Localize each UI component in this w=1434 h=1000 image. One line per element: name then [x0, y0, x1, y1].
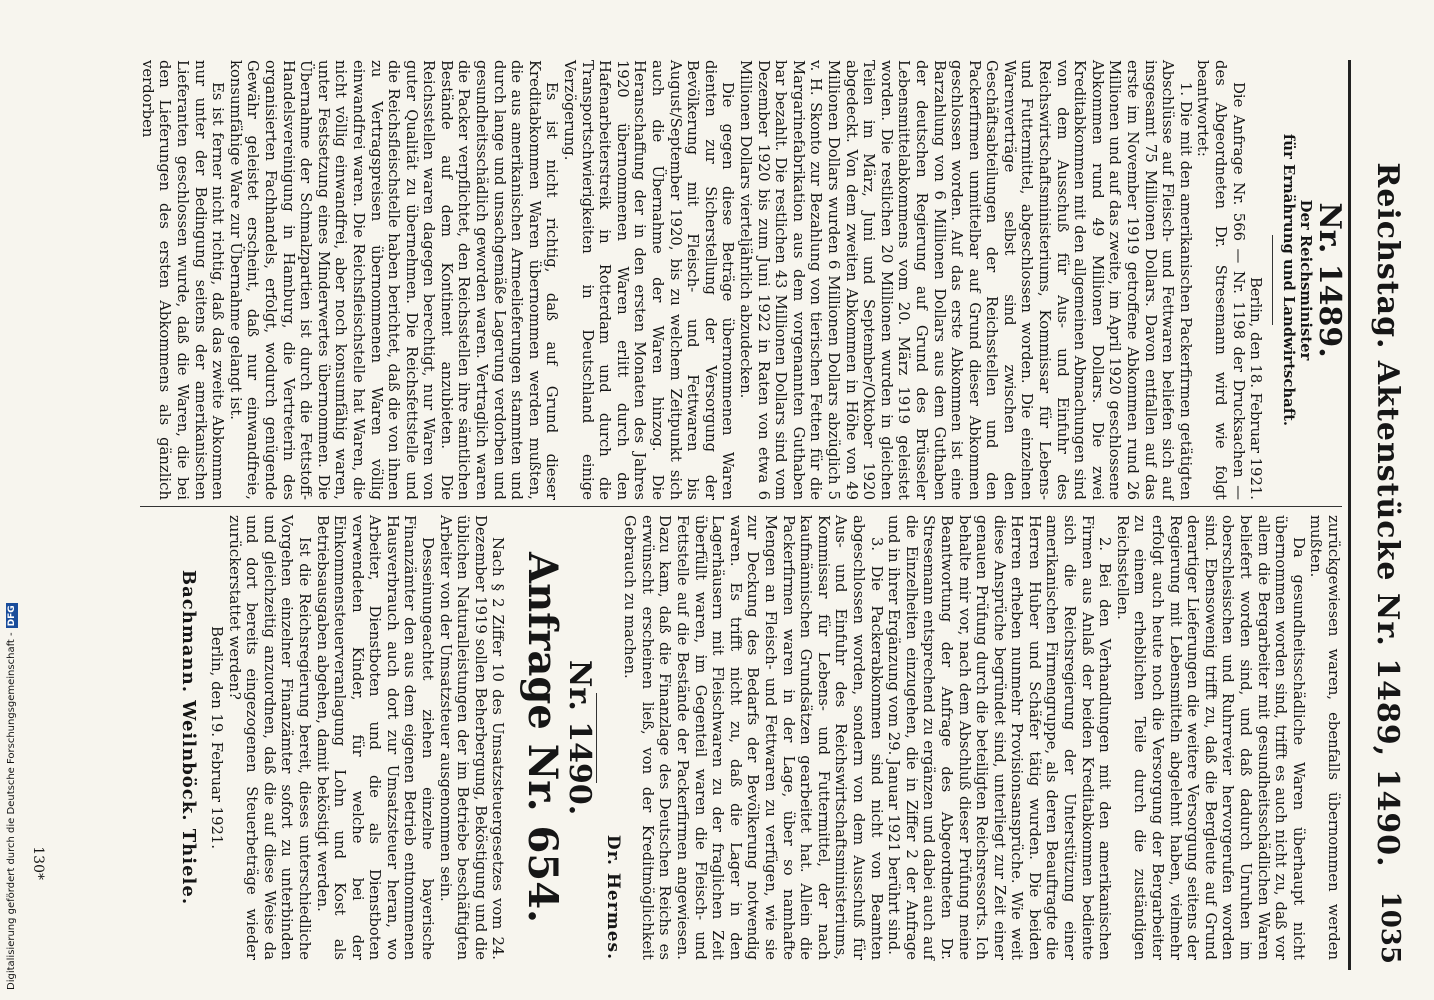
signature-1489: Dr. Hermes. — [602, 834, 623, 960]
left-column — [60, 60, 1347, 500]
sheet-marker: 130* — [30, 846, 46, 880]
dateline-1489: Berlin, den 18. Februar 1921. — [1247, 276, 1265, 500]
paragraph: zurückgewiesen waren, ebenfalls übernommen werden mußten. — [1307, 515, 1342, 960]
page-number: 1035 — [1375, 891, 1405, 964]
dfg-logo-icon: DFG — [7, 605, 17, 627]
signatories: Bachmann. Weilnböck. Thiele. — [178, 569, 200, 906]
doc-number-1489: Nr. 1489. — [1312, 202, 1347, 358]
paragraph: Desseinungeachtet ziehen einzelne bayerische Finanzämter den aus dem eigenen Betrieb entnommenen Hausverbrauch auch dort zur Umsatzsteuer heran, wo Arbeiter, Dienstboten und die als Dienstboten verwendeten Kinder, für welche bei der Einkommensteuerveranlagung Lohn und Kost als Betriebsausgaben abgehen, damit beköstigt werden. — [313, 515, 437, 960]
right-column — [60, 515, 1342, 960]
paragraph: Es ist ferner nicht richtig, daß das zweite Abkommen nur unter der Bedingung seitens der amerikanischen Lieferanten geschlossen wurde, daß die Waren, die bei den Lieferungen des ersten Abkommens als gänzlich verdorben — [138, 60, 227, 500]
ministry-line-1: Der Reichsminister — [1297, 199, 1315, 361]
paragraph: Es ist nicht richtig, daß auf Grund dieser Kreditabkommen Waren übernommen werden mußten, die aus amerikanischen Armeelieferungen stammten und durch lange und unsachgemäße Lagerung verdorben und gesundheitsschädlich geworden waren. Vertraglich waren die Packer verpflichtet, den Reichsstellen ihre sämtlichen Bestände auf dem Kontinent anzubieten. Die Reichsstellen waren dagegen berechtigt, nur Waren von guter Qualität zu übernehmen. Die Reichsfettstelle und die Reichsfleischstelle haben berichtet, daß die von ihnen zu Vertragspreisen übernommenen Waren völlig einwandfrei waren. Die Reichsfleischstelle hat Waren, die nicht völlig einwandfrei, aber noch konsumfähig waren, unter Festsetzung eines Minderwertes übernommen. Die Übernahme der Schmalzpartien ist durch die Fettstoff-Handelsvereinigung in Hamburg, die Vertreterin des organisierten Fachhandels, erfolgt, wodurch genügende Gewähr geleistet erscheint, daß nur einwandfreie, konsumfähige Ware zur Übernahme gelangt ist. — [226, 60, 561, 500]
column-divider — [140, 506, 1342, 507]
paragraph: 3. Die Packerabkommen sind nicht von Beamten abgeschlossen worden, sondern von dem Ausschuß für Aus- und Einfuhr des Reichswirtschaftsministeriums, Kommissar für Lebens- und Futtermittel, der nach kaufmännischen Grundsätzen gearbeitet hat. Allein die Packerfirmen waren in der Lage, über so namhafte Mengen an Fleisch- und Fettwaren zu verfügen, wie sie zur Deckung des Bedarfs der Bevölkerung notwendig waren. Es trifft nicht zu, daß die Lager in den Lagerhäusern mit Fleischwaren zu der fraglichen Zeit überfüllt waren, im Gegenteil waren die Fleisch- und Fettstelle auf die Bestände der Packerfirmen angewiesen. Dazu kam, daß die Finanzlage des Deutschen Reichs es erwünscht erscheinen ließ, von der Kreditmöglichkeit Gebrauch zu machen. — [621, 515, 885, 960]
inquiry-heading: Anfrage Nr. 654. — [519, 552, 567, 923]
paragraph: Nach § 2 Ziffer 10 des Umsatzsteuergesetzes vom 24. Dezember 1919 sollen Beherbergung, Beköstigung und die üblichen Naturalleistungen der im Betriebe beschäftigten Arbeiter von der Umsatzsteuer ausgenommen sein. — [436, 515, 507, 960]
paragraph: 1. Die mit den amerikanischen Packerfirmen getätigten Abschlüsse auf Fleisch- und Fettwaren beliefen sich auf insgesamt 75 Millionen Dollars. Davon entfallen auf das erste im November 1919 getroffene Abkommen rund 26 Millionen und auf das zweite, im April 1920 geschlossene Abkommen rund 49 Millionen Dollars. Die zwei Kreditabkommen mit den allgemeinen Abmachungen sind von dem Ausschuß für Aus- und Einfuhr des Reichswirtschaftsministeriums, Kommissar für Lebens- und Futtermittel, abgeschlossen worden. Die einzelnen Warenverträge selbst sind zwischen den Geschäftsabteilungen der Reichsstellen und den Packerfirmen unmittelbar auf Grund dieser Abkommen geschlossen worden. Auf das erste Abkommen ist eine Barzahlung von 6 Millionen Dollars aus dem Guthaben der deutschen Regierung auf Grund des Brüsseler Lebensmittelabkommens vom 20. März 1919 geleistet worden. Die restlichen 20 Millionen wurden in gleichen Teilen im März, Juni und September/Oktober 1920 abgedeckt. Von dem zweiten Abkommen in Höhe von 49 Millionen Dollars wurden 6 Millionen Dollars abzüglich 5 v. H. Skonto zur Bezahlung von tierischen Fetten für die Margarinefabrikation aus dem vorgenannten Guthaben bar bezahlt. Die restlichen 43 Millionen Dollars sind vom Dezember 1920 bis zum Juni 1922 in Raten von etwa 6 Millionen Dollars vierteljährlich abzudecken. — [737, 60, 1194, 500]
paragraph: Die gegen diese Beträge übernommenen Waren dienten zur Sicherstellung der Versorgung der Bevölkerung mit Fleisch- und Fettwaren bis August/September 1920, bis zu welchem Zeitpunkt sich auch die Übernahme der Waren hinzog. Die Heranschaffung der in den ersten Monaten des Jahres 1920 übernommenen Waren erlitt durch den Hafenarbeiterstreik in Rotterdam und durch die Transportschwierigkeiten in Deutschland einige Verzögerung. — [561, 60, 737, 500]
running-title: Reichstag. Aktenstücke Nr. 1489, 1490. — [1370, 162, 1405, 868]
page-header — [1348, 60, 1409, 970]
intro-paragraph: Die Anfrage Nr. 566 — Nr. 1198 der Drucksachen — des Abgeordneten Dr. Stresemann wird wie folgt beantwortet: — [1194, 60, 1247, 500]
ministry-line-2: für Ernährung und Landwirtschaft. — [1279, 133, 1297, 427]
divider — [1272, 235, 1273, 325]
dfg-credit-text: Digitalisierung gefördert durch die Deutsche Forschungsgemeinschaft - — [6, 632, 17, 990]
digitization-note — [6, 560, 18, 990]
dateline-1490: Berlin, den 19. Februar 1921. — [207, 625, 225, 850]
doc-number-1490: Nr. 1490. — [562, 659, 598, 816]
paragraph: 2. Bei den Verhandlungen mit den amerikanischen Firmen aus Anlaß der beiden Kreditabkommen bediente sich die Reichsregierung der Unterstützung einer amerikanischen Firmengruppe, als deren Beauftragte die Herren Huber und Schäfer tätig wurden. Die beiden Herren erheben nunmehr Provisionsansprüche. Wie weit diese Ansprüche begründet sind, unterliegt zur Zeit einer genauen Prüfung durch die beteiligten Reichsressorts. Ich behalte mir vor, nach dem Abschluß dieser Prüfung meine Beantwortung der Anfrage des Abgeordneten Dr. Stresemann entsprechend zu ergänzen und dabei auch auf die Einzelheiten einzugehen, die in Ziffer 2 der Anfrage und in ihrer Ergänzung vom 29. Januar 1921 berührt sind. — [885, 515, 1114, 960]
paragraph: Da gesundheitsschädliche Waren überhaupt nicht übernommen worden sind, trifft es auch nicht zu, daß vor allem die Bergarbeiter mit gesundheitsschädlichen Waren beliefert worden sind, und daß dadurch Unruhen im oberschlesischen und Ruhrrevier hervorgerufen worden sind. Ebensowenig trifft zu, daß die Bergleute auf Grund derartiger Lieferungen die weitere Versorgung seitens der Regierung mit Lebensmitteln abgelehnt haben, vielmehr erfolgt auch heute noch die Versorgung der Bergarbeiter zu einem erheblichen Teile durch die zuständigen Reichsstellen. — [1113, 515, 1307, 960]
paragraph: Ist die Reichsregierung bereit, dieses unterschiedliche Vorgehen einzelner Finanzämter sofort zu unterbinden und gleichzeitig anzuordnen, daß die auf diese Weise da und dort bereits eingezogenen Steuerbeträge wieder zurückerstattet werden? — [225, 515, 313, 960]
